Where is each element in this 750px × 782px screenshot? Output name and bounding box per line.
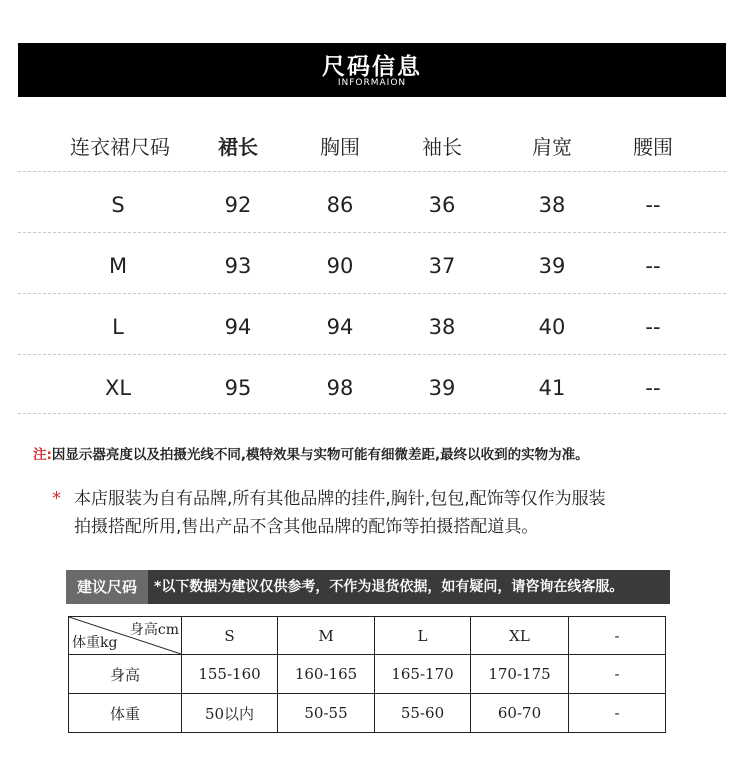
- value-cell: --: [645, 376, 661, 400]
- value-cell: --: [645, 193, 661, 217]
- note-text: 因显示器亮度以及拍摄光线不同,模特效果与实物可能有细微差距,最终以收到的实物为准。: [51, 447, 589, 463]
- size-table-header: [18, 117, 726, 177]
- value-cell: 38: [428, 315, 456, 339]
- value-cell: 95: [224, 376, 252, 400]
- size-label: XL: [104, 376, 132, 400]
- declaration-line-2: 拍摄搭配所用,售出产品不含其他品牌的配饰等拍摄搭配道具。: [74, 517, 539, 537]
- table-row: [18, 358, 726, 418]
- divider: [18, 232, 726, 233]
- value-cell: 50-55: [278, 694, 375, 733]
- header-shoulder: 肩宽: [532, 135, 572, 159]
- note: [33, 443, 589, 463]
- size-cell: XL: [471, 617, 569, 655]
- recommend-tag: 建议尺码: [66, 570, 148, 604]
- divider: [18, 354, 726, 355]
- value-cell: 94: [326, 315, 354, 339]
- value-cell: 155-160: [182, 655, 278, 694]
- recommend-table: [68, 616, 666, 733]
- value-cell: 38: [538, 193, 566, 217]
- size-cell: -: [569, 617, 666, 655]
- header-size: 连衣裙尺码: [70, 135, 170, 159]
- recommend-bar: [66, 570, 670, 604]
- divider: [18, 171, 726, 172]
- divider: [18, 293, 726, 294]
- value-cell: -: [569, 694, 666, 733]
- table-row: [18, 297, 726, 357]
- value-cell: 98: [326, 376, 354, 400]
- table-row: [18, 236, 726, 296]
- size-cell: L: [375, 617, 471, 655]
- size-cell: S: [182, 617, 278, 655]
- header-chest: 胸围: [320, 135, 360, 159]
- value-cell: 86: [326, 193, 354, 217]
- value-cell: 50以内: [182, 694, 278, 733]
- value-cell: 170-175: [471, 655, 569, 694]
- divider: [18, 413, 726, 414]
- table-row: [69, 694, 666, 733]
- value-cell: 93: [224, 254, 252, 278]
- value-cell: -: [569, 655, 666, 694]
- size-label: S: [111, 193, 125, 217]
- value-cell: 160-165: [278, 655, 375, 694]
- value-cell: 90: [326, 254, 354, 278]
- size-label: L: [112, 315, 124, 339]
- corner-cell: [69, 617, 182, 655]
- value-cell: --: [645, 254, 661, 278]
- value-cell: 41: [538, 376, 566, 400]
- row-label: 体重: [69, 694, 182, 733]
- value-cell: 39: [538, 254, 566, 278]
- value-cell: 165-170: [375, 655, 471, 694]
- size-cell: M: [278, 617, 375, 655]
- table-row: [18, 175, 726, 235]
- note-label: 注:: [33, 447, 52, 463]
- size-info-banner: [18, 43, 726, 97]
- asterisk-icon: *: [52, 488, 61, 509]
- table-row: [69, 655, 666, 694]
- value-cell: 55-60: [375, 694, 471, 733]
- banner-title: 尺码信息: [322, 54, 422, 80]
- header-skirt-length: 裙长: [218, 135, 258, 159]
- table-row: [69, 617, 666, 655]
- value-cell: 36: [428, 193, 456, 217]
- value-cell: 92: [224, 193, 252, 217]
- value-cell: 39: [428, 376, 456, 400]
- banner-subtitle: INFORMAION: [337, 78, 407, 88]
- row-label: 身高: [69, 655, 182, 694]
- value-cell: 60-70: [471, 694, 569, 733]
- size-label: M: [108, 254, 128, 278]
- header-waist: 腰围: [633, 135, 673, 159]
- header-sleeve: 袖长: [422, 135, 462, 159]
- declaration-line-1: 本店服装为自有品牌,所有其他品牌的挂件,胸针,包包,配饰等仅作为服装: [74, 489, 606, 509]
- value-cell: 37: [428, 254, 456, 278]
- value-cell: 40: [538, 315, 566, 339]
- value-cell: 94: [224, 315, 252, 339]
- value-cell: --: [645, 315, 661, 339]
- corner-height-label: 身高cm: [129, 622, 179, 638]
- corner-weight-label: 体重kg: [72, 635, 118, 651]
- recommend-message: *以下数据为建议仅供参考，不作为退货依据，如有疑问，请咨询在线客服。: [154, 579, 624, 595]
